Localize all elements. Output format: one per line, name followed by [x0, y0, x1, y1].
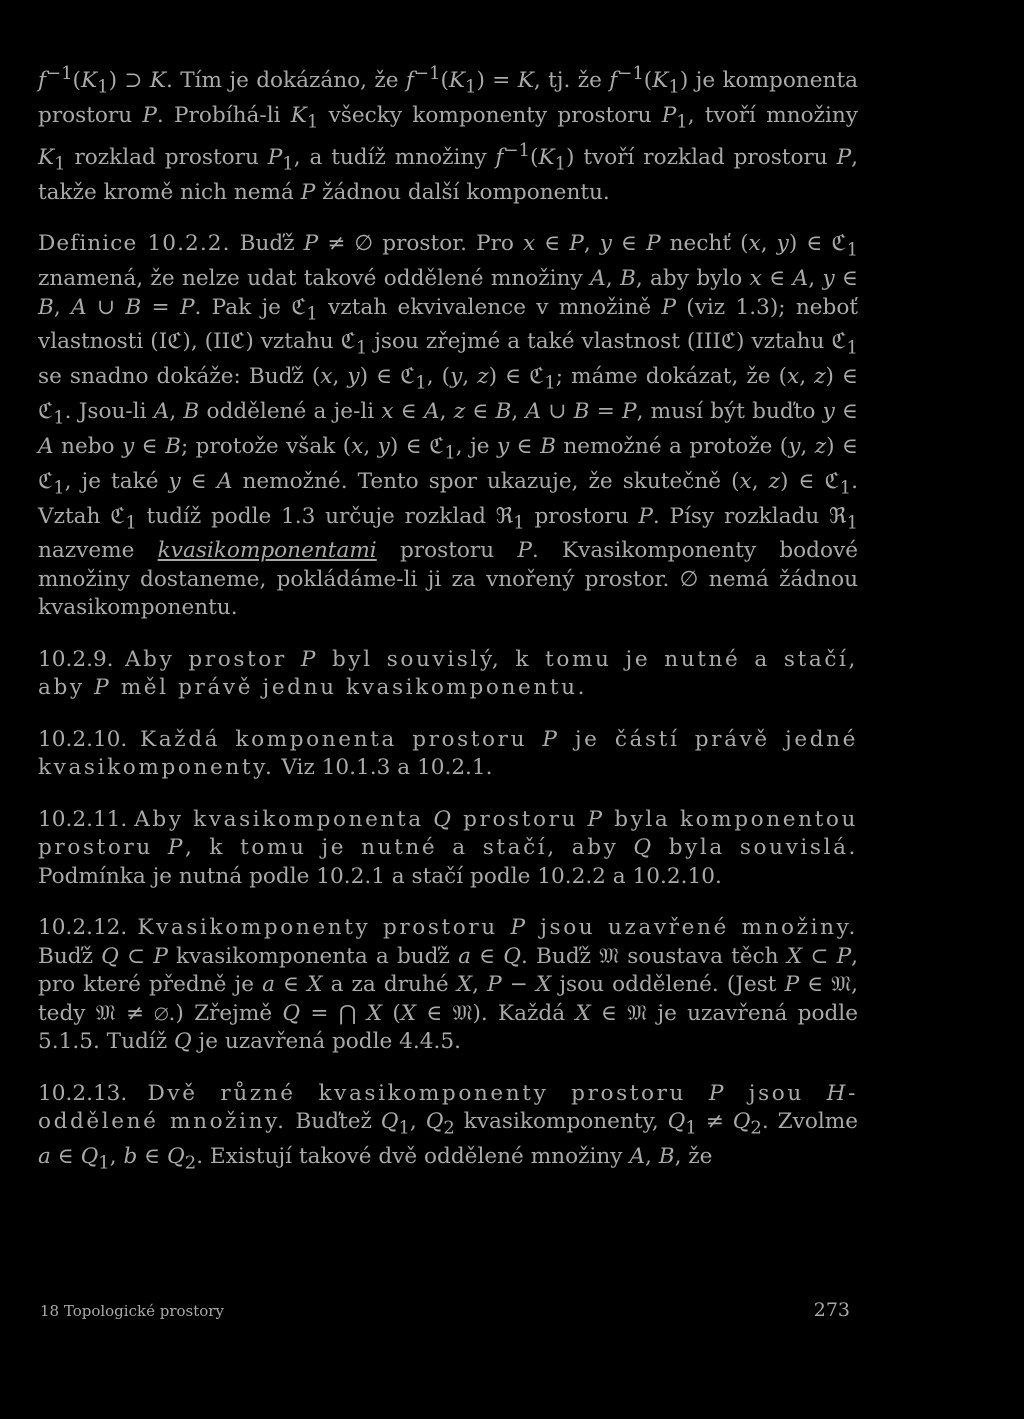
- theorem-10-2-10: 10.2.10. Každá komponenta prostoru P je částí právě jedné kvasikomponenty. Viz 10.1.3 a 10.2.1.: [38, 726, 859, 781]
- theorem-10-2-12: 10.2.12. Kvasikomponenty prostoru P jsou uzavřené množiny. Buďž Q ⊂ P kvasikomponenta a buďž a ∈ Q. Buďž 𝔐 soustava těch X ⊂ P, pro které předně je a ∈ X a za druhé X, P − X jsou oddělené. (Jest P ∈ 𝔐, tedy 𝔐 ≠ ∅.) Zřejmě Q = ⋂ X (X ∈ 𝔐). Každá X ∈ 𝔐 je uzavřená podle 5.1.5. Tudíž Q je uzavřená podle 4.4.5.: [38, 915, 859, 1055]
- theorem-10-2-13: 10.2.13. Dvě různé kvasikomponenty prostoru P jsou H-oddělené množiny. Buďtež $Q_1$, $Q_2$ kvasikomponenty, $Q_1 \ne Q_2$. Zvolme a ∈ $Q_1$, b ∈ $Q_2$. Existují takové dvě oddělené množiny A, B, že: [38, 1080, 858, 1174]
- theorem-10-2-11: 10.2.11. Aby kvasikomponenta Q prostoru P byla komponentou prostoru P, k tomu je nutné a stačí, aby Q byla souvislá. Podmínka je nutná podle 10.2.1 a stačí podle 10.2.2 a 10.2.10.: [38, 806, 859, 889]
- page-body: [38, 60, 858, 1178]
- running-footer-title: 18 Topologické prostory: [40, 1302, 224, 1320]
- page-number: 273: [813, 1299, 850, 1321]
- definition-10-2-2: Definice 10.2.2. Buďž P ≠ ∅ prostor. Pro x ∈ P, y ∈ P nechť (x, y) ∈ ℭ$_1$ znamená, že nelze udat takové oddělené množiny A, B, aby bylo x ∈ A, y ∈ B, A ∪ B = P. Pak je ℭ$_1$ vztah ekvivalence v množině P (viz 1.3); neboť vlastnosti (Iℭ), (IIℭ) vztahu ℭ$_1$ jsou zřejmé a také vlastnost (IIIℭ) vztahu ℭ$_1$ se snadno dokáže: Buďž (x, y) ∈ ℭ$_1$, (y, z) ∈ ℭ$_1$; máme dokázat, že (x, z) ∈ ℭ$_1$. Jsou-li A, B oddělené a je-li x ∈ A, z ∈ B, A ∪ B = P, musí být buďto y ∈ A nebo y ∈ B; protože však (x, y) ∈ ℭ$_1$, je y ∈ B nemožné a protože (y, z) ∈ ℭ$_1$, je také y ∈ A nemožné. Tento spor ukazuje, že skutečně (x, z) ∈ ℭ$_1$. Vztah ℭ$_1$ tudíž podle 1.3 určuje rozklad ℜ$_1$ prostoru P. Písy rozkladu ℜ$_1$ nazveme kvasikomponentami prostoru P. Kvasikomponenty bodové množiny dostaneme, pokládáme-li ji za vnořený prostor. ∅ nemá žádnou kvasikomponentu.: [38, 231, 859, 621]
- theorem-10-2-9: 10.2.9. Aby prostor P byl souvislý, k tomu je nutné a stačí, aby P měl právě jednu kvasikomponentu.: [38, 646, 858, 701]
- paragraph-continuation: $f^{-1}(K_1)$ ⊃ K. Tím je dokázáno, že $f^{-1}(K_1) = K$, tj. že $f^{-1}(K_1)$ je komponenta prostoru P. Probíhá-li $K_1$ všecky komponenty prostoru $P_1$, tvoří množiny $K_1$ rozklad prostoru $P_1$, a tudíž množiny $f^{-1}(K_1)$ tvoří rozklad prostoru P, takže kromě nich nemá P žádnou další komponentu.: [38, 63, 858, 205]
- page-footer: [40, 1299, 850, 1321]
